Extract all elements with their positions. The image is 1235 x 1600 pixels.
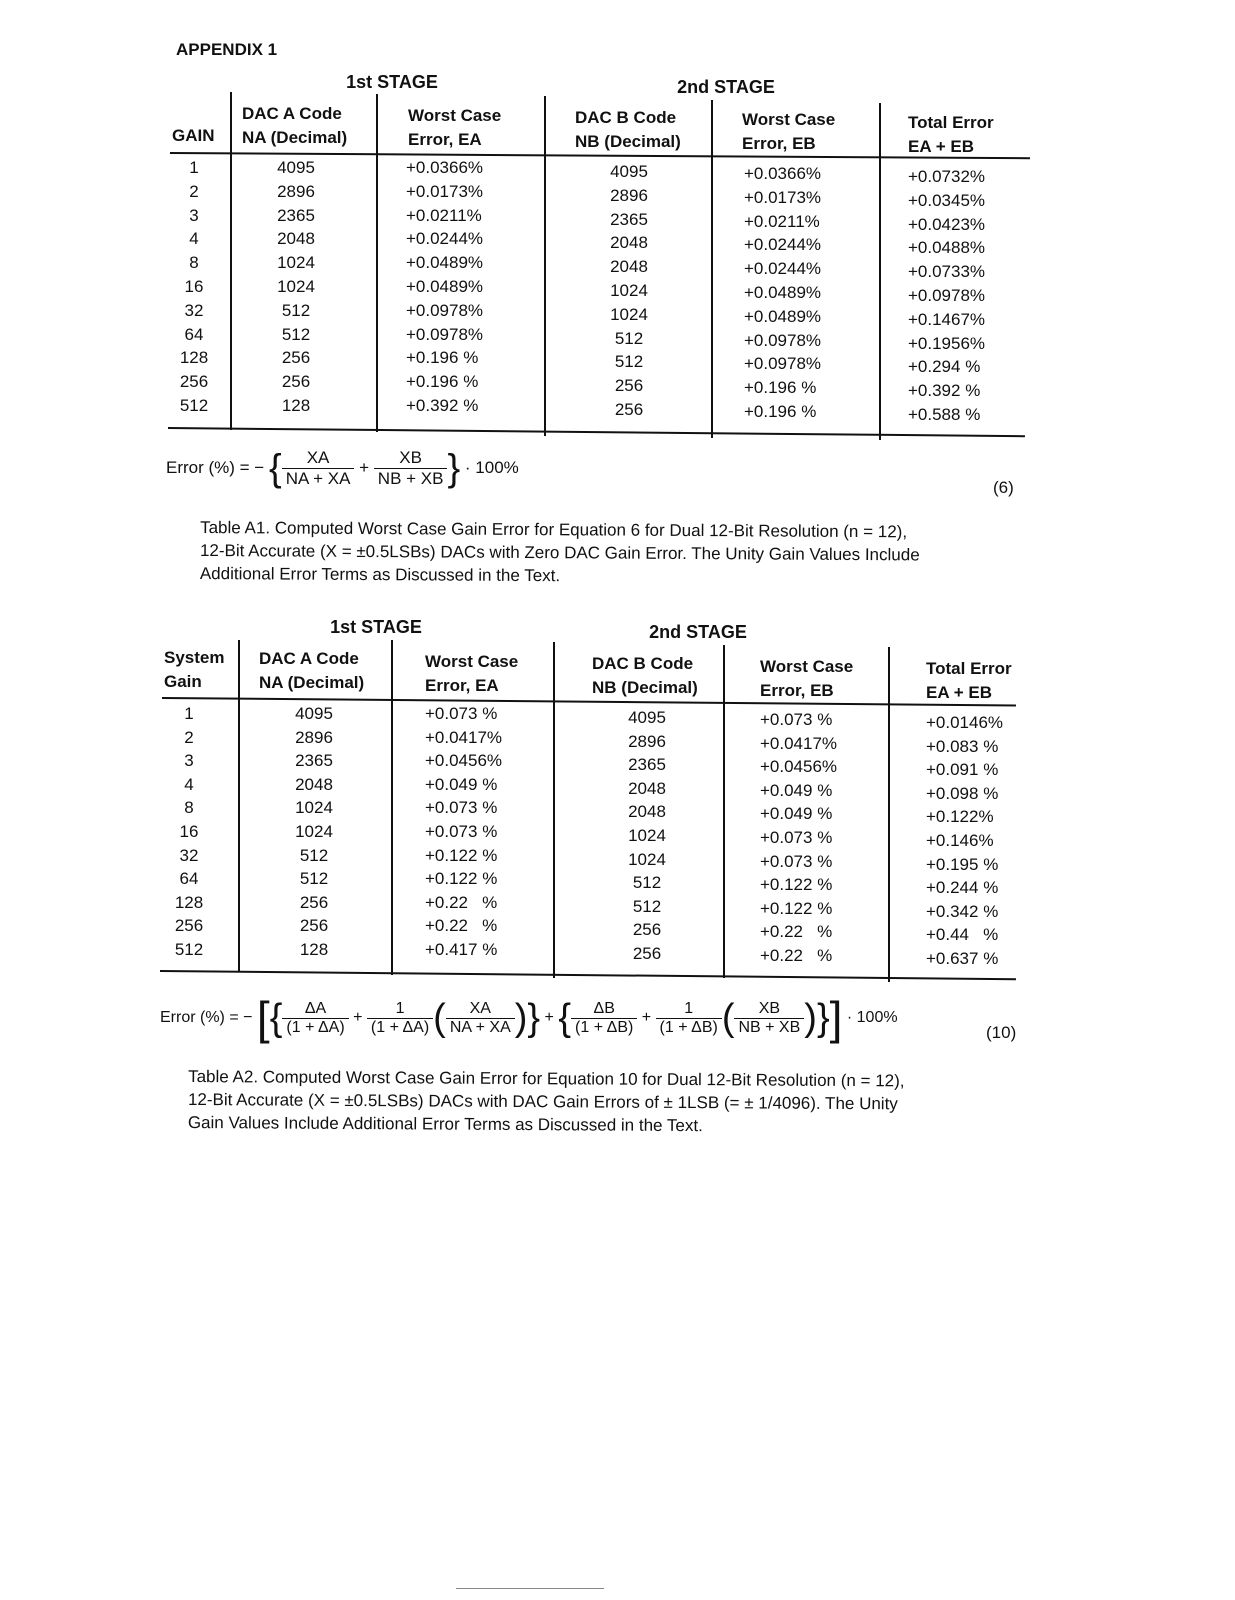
caption2-line2: 12-Bit Accurate (X = ±0.5LSBs) DACs with DAC Gain Errors of ± 1LSB (= ± 1/4096). The Unity [187,1090,898,1114]
eq10-frac-xa [446,1000,515,1037]
t1-cell-na: 2048 [277,229,315,249]
t1-cell-total: +0.0732% [908,167,986,186]
eq10-db-den: (1 + ΔB) [575,1018,634,1036]
t1-cell-eb: +0.0366% [744,164,822,183]
t2-cell-nb: 2048 [628,802,666,822]
t2-cell-nb: 512 [632,896,662,916]
t1-cell-eb: +0.0489% [744,306,822,326]
caption1-line3: Additional Error Terms as Discussed in the Text. [199,563,561,586]
header-ea-t2-line2: Error, EA [425,676,499,695]
t1-cell-gain: 512 [179,396,209,415]
eq10-inv-b-num: 1 [656,1000,722,1019]
eq6-open-brace: { [268,447,282,490]
t2-cell-gain: 2 [184,727,194,747]
t2-cell-total: +0.083 % [926,736,999,756]
header-total [908,111,994,159]
eq10-frac-db [571,1000,637,1037]
t2-cell-ea: +0.122 % [425,845,498,865]
t1-cell-gain: 32 [184,300,204,320]
t1-cell-nb: 512 [614,352,644,372]
t1-cell-gain: 2 [189,181,199,201]
eq10-paren-a-close: ) [514,997,528,1039]
t2-cell-gain: 32 [179,845,199,865]
stage1-label-t2: 1st STAGE [330,617,422,637]
eq10-inv-a-num: 1 [367,1000,433,1019]
t1-cell-gain: 4 [189,229,199,249]
t2-cell-gain: 4 [184,774,194,794]
t2-cell-na: 256 [299,916,329,936]
t2-cell-ea: +0.22 % [425,916,498,936]
t2-cell-total: +0.122% [926,807,994,827]
header-dac-b-t2-line1: DAC B Code [592,654,694,673]
header-system-gain-line2: Gain [164,672,202,691]
eq10-paren-b-open: ( [721,997,735,1039]
t2-cell-total: +0.637 % [926,949,999,968]
t1-cell-nb: 2048 [610,233,648,253]
t1-cell-eb: +0.0489% [744,283,822,302]
header-total-line1: Total Error [908,113,994,132]
t1-cell-eb: +0.196 % [744,402,817,421]
t1-cell-total: +0.0978% [908,286,986,305]
header-ea-line1: Worst Case [408,106,502,125]
header-ea-t2-line1: Worst Case [425,652,519,671]
eq6-frac-a [282,448,355,489]
eq6-close-brace: } [447,447,461,490]
header-eb-t2 [760,655,853,703]
t2-cell-gain: 128 [174,892,204,912]
t2-cell-nb: 256 [632,920,662,940]
t2-cell-ea: +0.073 % [425,798,498,818]
t2-cell-na: 2048 [295,774,333,794]
header-dac-b [575,106,681,154]
t2-cell-nb: 256 [632,944,662,963]
t2-cell-total: +0.244 % [926,878,999,898]
t1-cell-total: +0.1956% [908,333,986,353]
scan-artifact-line [456,1588,604,1589]
eq6-tail: · 100% [464,457,519,477]
t2-cell-ea: +0.0456% [425,751,503,771]
table2-vline-2 [391,640,393,975]
t2-cell-ea: +0.122 % [425,869,498,889]
t1-cell-ea: +0.0489% [406,253,484,273]
t2-cell-nb: 1024 [628,826,666,845]
t2-cell-gain: 1 [184,704,194,723]
t2-cell-eb: +0.049 % [760,780,833,800]
t2-cell-gain: 256 [174,916,204,936]
t2-cell-total: +0.44 % [926,925,999,945]
table1-vline-1 [230,92,232,430]
t2-cell-ea: +0.073 % [425,704,498,723]
t1-cell-total: +0.1467% [908,309,986,329]
eq10-open-bracket: [ [256,992,270,1044]
t1-cell-nb: 256 [614,376,644,396]
header-eb-t2-line1: Worst Case [760,657,854,676]
header-total-t2-line1: Total Error [926,659,1012,678]
t1-cell-eb: +0.0244% [744,259,822,279]
stage1-label: 1st STAGE [346,72,438,92]
t2-cell-gain: 16 [179,822,199,841]
eq10-frac-da [282,1000,348,1037]
eq6-den-b: NB + XB [377,469,444,488]
t1-cell-gain: 16 [184,277,204,296]
t1-cell-total: +0.294 % [908,357,981,377]
t2-cell-total: +0.342 % [926,901,999,921]
t2-cell-eb: +0.0456% [760,757,838,777]
t1-cell-na: 2365 [277,205,315,225]
table1-bottom-rule [168,427,1025,437]
eq10-paren-b-close: ) [804,997,817,1039]
eq10-xb-den: NB + XB [738,1018,801,1036]
eq10-paren-a-open: ( [433,997,446,1039]
t2-cell-na: 128 [299,940,329,959]
t2-cell-total: +0.091 % [926,760,999,780]
header-total-line2: EA + EB [908,137,974,156]
equation-6: Error (%) = − { $\frac{XA}{NA + XA}$ + $\frac{XB}{NB + XB}$ } · 100% [166,447,519,490]
t1-cell-gain: 8 [189,253,199,273]
eq10-close-brace-b: } [816,997,830,1039]
header-total-t2-line2: EA + EB [926,683,992,702]
t1-cell-ea: +0.0489% [406,277,484,296]
t1-cell-nb: 2896 [610,185,648,205]
t2-cell-na: 1024 [295,798,333,818]
eq10-close-bracket: ] [829,992,843,1044]
header-total-t2 [926,657,1012,705]
eq10-db-num: ΔB [571,1000,637,1019]
header-dac-a-t2-line2: NA (Decimal) [259,673,365,692]
t2-cell-nb: 512 [632,873,662,893]
caption-table-a2 [188,1065,998,1139]
eq6-num-b: XB [374,448,448,469]
t1-cell-ea: +0.0173% [406,181,484,201]
eq10-frac-inv-a [367,1000,433,1037]
t2-cell-eb: +0.22 % [760,922,833,942]
t1-cell-ea: +0.0978% [406,300,484,320]
header-ea-line2: Error, EA [408,130,482,149]
table2-vline-5 [888,647,890,982]
t1-cell-total: +0.0345% [908,190,986,210]
t1-cell-gain: 256 [179,372,209,392]
t1-cell-na: 512 [281,300,311,320]
t1-cell-ea: +0.0366% [406,158,484,177]
eq10-open-brace-b: { [558,997,572,1039]
eq10-frac-inv-b [656,1000,722,1037]
t1-cell-total: +0.0733% [908,262,986,282]
eq10-xa-num: XA [446,1000,515,1019]
header-dac-a [242,102,347,150]
header-dac-b-t2 [592,652,698,700]
t2-cell-total: +0.146% [926,831,994,850]
t2-cell-nb: 4095 [628,708,666,727]
caption2-line3: Gain Values Include Additional Error Terms as Discussed in the Text. [187,1112,703,1136]
header-eb [742,108,835,156]
t2-cell-eb: +0.0417% [760,733,838,753]
header-dac-a-line2: NA (Decimal) [242,128,348,147]
table2-vline-3 [553,642,555,978]
t1-cell-total: +0.0488% [908,238,986,258]
t1-cell-na: 128 [281,396,311,415]
table1-vline-3 [544,96,546,436]
header-eb-t2-line2: Error, EB [760,681,834,700]
header-gain: GAIN [172,126,215,145]
t1-cell-gain: 3 [189,205,199,225]
t1-cell-nb: 2365 [610,209,648,229]
t1-cell-ea: +0.196 % [406,372,479,392]
stage2-label: 2nd STAGE [677,77,775,97]
header-ea-t2 [425,650,518,698]
eq10-number: (10) [986,1023,1017,1042]
table2-vline-4 [723,645,725,978]
header-dac-a-t2 [259,647,364,695]
eq6-frac-b [374,448,448,489]
eq10-xa-den: NA + XA [449,1018,511,1036]
t2-cell-na: 1024 [295,822,333,841]
t1-cell-na: 4095 [277,158,315,177]
eq10-da-den: (1 + ΔA) [286,1018,345,1036]
eq6-den-a: NA + XA [285,469,351,488]
eq10-open-brace-a: { [269,997,283,1039]
header-dac-b-line1: DAC B Code [575,108,677,127]
caption1-line1: Table A1. Computed Worst Case Gain Error for Equation 6 for Dual 12-Bit Resolution (n = 12), [200,518,908,542]
t2-cell-na: 256 [299,892,329,912]
t1-cell-nb: 256 [614,400,644,419]
t2-cell-eb: +0.22 % [760,946,833,965]
eq10-inv-b-den: (1 + ΔB) [659,1018,718,1036]
t2-cell-ea: +0.049 % [425,774,498,794]
appendix-title: APPENDIX 1 [176,40,278,59]
t2-cell-ea: +0.0417% [425,727,503,747]
t2-cell-na: 512 [299,845,329,865]
t1-cell-eb: +0.0173% [744,187,822,207]
eq6-num-a: XA [282,448,355,469]
t2-cell-ea: +0.417 % [425,940,498,959]
t1-cell-na: 512 [281,324,311,344]
caption1-line2: 12-Bit Accurate (X = ±0.5LSBs) DACs with Zero DAC Gain Error. The Unity Gain Values Include [199,541,920,565]
table2-vline-1 [238,640,240,972]
t1-cell-total: +0.0423% [908,214,986,234]
header-system-gain-line1: System [164,648,225,667]
t1-cell-ea: +0.0244% [406,229,484,249]
t1-cell-ea: +0.0211% [406,205,482,225]
t1-cell-nb: 1024 [610,281,648,300]
eq10-da-num: ΔA [282,1000,348,1019]
header-eb-line2: Error, EB [742,134,816,153]
header-dac-b-line2: NB (Decimal) [575,132,681,151]
eq6-lhs: Error (%) = − [166,457,265,477]
t1-cell-total: +0.588 % [908,405,981,424]
eq6-number: (6) [993,478,1014,497]
t1-cell-ea: +0.392 % [406,396,479,415]
t2-cell-gain: 3 [184,751,194,771]
table1-vline-4 [711,100,713,438]
t2-cell-eb: +0.073 % [760,710,833,729]
t1-cell-ea: +0.0978% [406,324,484,344]
t2-cell-na: 4095 [295,704,333,723]
t1-cell-gain: 128 [179,348,209,368]
t2-cell-na: 2365 [295,751,333,771]
t1-cell-nb: 2048 [610,257,648,277]
t1-cell-na: 256 [281,348,311,368]
t2-cell-total: +0.098 % [926,783,999,803]
t1-cell-eb: +0.0244% [744,235,822,255]
t2-cell-nb: 2365 [628,755,666,775]
stage2-label-t2: 2nd STAGE [649,622,747,642]
eq10-close-brace-a: } [527,997,541,1039]
t2-cell-gain: 8 [184,798,194,818]
t1-cell-eb: +0.196 % [744,378,817,398]
t1-cell-nb: 1024 [610,304,648,324]
t1-cell-gain: 64 [184,324,204,344]
t1-cell-na: 2896 [277,181,315,201]
header-dac-a-t2-line1: DAC A Code [259,649,359,668]
header-system-gain [164,646,224,694]
table1-vline-5 [879,103,881,440]
t2-cell-total: +0.195 % [926,854,999,874]
header-dac-b-t2-line2: NB (Decimal) [592,678,698,697]
t1-cell-na: 1024 [277,253,315,273]
t2-cell-nb: 2048 [628,778,666,798]
t1-cell-nb: 512 [614,328,644,348]
t2-cell-total: +0.0146% [926,713,1004,732]
header-eb-line1: Worst Case [742,110,836,129]
t2-cell-gain: 512 [174,940,204,959]
t1-cell-gain: 1 [189,158,199,177]
t2-cell-eb: +0.122 % [760,875,833,895]
t2-cell-eb: +0.049 % [760,804,833,824]
caption2-line1: Table A2. Computed Worst Case Gain Error for Equation 10 for Dual 12-Bit Resolution (n = 12), [188,1067,905,1091]
t2-cell-ea: +0.073 % [425,822,498,841]
eq10-frac-xb [734,1000,804,1037]
t1-cell-na: 1024 [277,277,315,296]
t2-cell-eb: +0.073 % [760,828,833,847]
equation-10: Error (%) = − [{ $\frac{\Delta A}{(1 + \Delta A)}$ + $\frac{1}{(1 + \Delta A)}$ ( $\frac{XA}{NA + XA}$ )} + { $\frac{\Delta B}{(1 + \Delta B)}$ + $\frac{1}{(1 + \Delta B)}$ ( $\frac{XB}{NB + XB}$ )}] · 100% [160,992,898,1044]
t1-cell-total: +0.392 % [908,381,981,401]
t2-cell-ea: +0.22 % [425,892,498,912]
eq10-lhs: Error (%) = − [160,1009,253,1027]
t2-cell-nb: 2896 [628,731,666,751]
eq10-xb-num: XB [734,1000,804,1019]
t2-cell-na: 512 [299,869,329,889]
t1-cell-eb: +0.0978% [744,330,822,350]
table1-vline-2 [376,94,378,432]
t1-cell-ea: +0.196 % [406,348,479,368]
eq10-tail: · 100% [846,1009,898,1027]
t2-cell-na: 2896 [295,727,333,747]
t2-cell-gain: 64 [179,869,199,889]
t1-cell-na: 256 [281,372,311,392]
header-dac-a-line1: DAC A Code [242,104,342,123]
t2-cell-eb: +0.122 % [760,898,833,918]
t2-cell-nb: 1024 [628,849,666,869]
t1-cell-nb: 4095 [610,162,648,181]
t1-cell-eb: +0.0211% [744,211,820,231]
eq10-inv-a-den: (1 + ΔA) [370,1018,430,1036]
header-ea [408,104,501,152]
caption-table-a1 [200,516,1000,590]
t2-cell-eb: +0.073 % [760,851,833,871]
t1-cell-eb: +0.0978% [744,354,822,374]
